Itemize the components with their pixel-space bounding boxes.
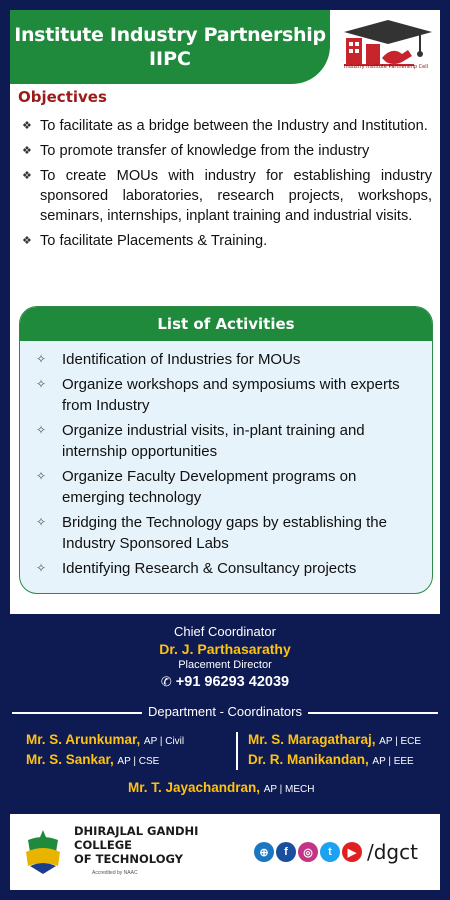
web-globe-icon[interactable]: ⊕ xyxy=(254,842,274,862)
header-subtitle: IIPC xyxy=(148,48,191,70)
phone-icon: ✆ xyxy=(160,674,172,689)
header-banner xyxy=(10,10,330,84)
coordinator-mech: Mr. T. Jayachandran, AP | MECH xyxy=(128,780,315,795)
coordinator-cse: Mr. S. Sankar, AP | CSE xyxy=(26,752,160,767)
objective-item: ❖ To create MOUs with industry for establishing industry sponsored laboratories, research projects, workshops, seminars, internships, inplant training and industrial visits. xyxy=(22,168,432,224)
logo-caption: Industry Institute Partnership Cell xyxy=(344,64,428,70)
objective-item: ❖ To facilitate as a bridge between the Industry and Institution. xyxy=(22,118,428,134)
diamond-bullet-icon: ❖ xyxy=(22,145,32,157)
chief-coordinator-role: Placement Director xyxy=(178,659,272,671)
activity-item: ✧ Bridging the Technology gaps by establishing the Industry Sponsored Labs xyxy=(36,514,387,552)
coordinators-footer xyxy=(0,620,450,795)
star-bullet-icon: ✧ xyxy=(36,561,47,575)
department-label: Department - Coordinators xyxy=(142,704,308,719)
college-emblem-icon xyxy=(18,826,68,876)
diamond-bullet-icon: ❖ xyxy=(22,235,32,247)
activity-item: ✧ Organize Faculty Development programs on emerging technology xyxy=(36,468,357,506)
college-name: DHIRAJLAL GANDHI COLLEGE OF TECHNOLOGY xyxy=(74,824,199,866)
coordinator-eee: Dr. R. Manikandan, AP | EEE xyxy=(248,752,414,767)
social-links xyxy=(254,840,418,864)
youtube-icon[interactable]: ▶ xyxy=(342,842,362,862)
coordinator-civil: Mr. S. Arunkumar, AP | Civil xyxy=(26,732,185,747)
activities-list xyxy=(20,341,432,579)
diamond-bullet-icon: ❖ xyxy=(22,170,32,182)
college-banner xyxy=(10,814,440,890)
department-divider xyxy=(0,704,450,722)
activities-heading: List of Activities xyxy=(20,307,432,341)
diamond-bullet-icon: ❖ xyxy=(22,120,32,132)
header-title: Institute Industry Partnership xyxy=(14,24,326,46)
facebook-icon[interactable]: f xyxy=(276,842,296,862)
social-handle[interactable]: /dgct xyxy=(367,840,418,864)
activity-item: ✧ Identifying Research & Consultancy projects xyxy=(36,560,357,577)
objective-item: ❖ To promote transfer of knowledge from the industry xyxy=(22,143,370,159)
chief-coordinator-label: Chief Coordinator xyxy=(174,624,276,639)
star-bullet-icon: ✧ xyxy=(36,515,47,529)
activity-item: ✧ Identification of Industries for MOUs xyxy=(36,351,301,368)
star-bullet-icon: ✧ xyxy=(36,377,47,391)
chief-phone[interactable]: ✆ +91 96293 42039 xyxy=(160,674,290,690)
star-bullet-icon: ✧ xyxy=(36,423,47,437)
column-divider xyxy=(236,732,238,770)
objective-item: ❖ To facilitate Placements & Training. xyxy=(22,233,268,249)
objectives-heading: Objectives xyxy=(18,88,107,106)
activity-item: ✧ Organize industrial visits, in-plant training and internship opportunities xyxy=(36,422,365,460)
star-bullet-icon: ✧ xyxy=(36,352,47,366)
star-bullet-icon: ✧ xyxy=(36,469,47,483)
chief-coordinator-name: Dr. J. Parthasarathy xyxy=(159,641,291,657)
activity-item: ✧ Organize workshops and symposiums with experts from Industry xyxy=(36,376,400,414)
coordinator-ece: Mr. S. Maragatharaj, AP | ECE xyxy=(248,732,422,747)
activities-panel xyxy=(19,306,433,594)
instagram-icon[interactable]: ◎ xyxy=(298,842,318,862)
twitter-icon[interactable]: t xyxy=(320,842,340,862)
objectives-list xyxy=(22,116,432,256)
naac-accreditation: Accredited by NAAC xyxy=(92,870,138,876)
